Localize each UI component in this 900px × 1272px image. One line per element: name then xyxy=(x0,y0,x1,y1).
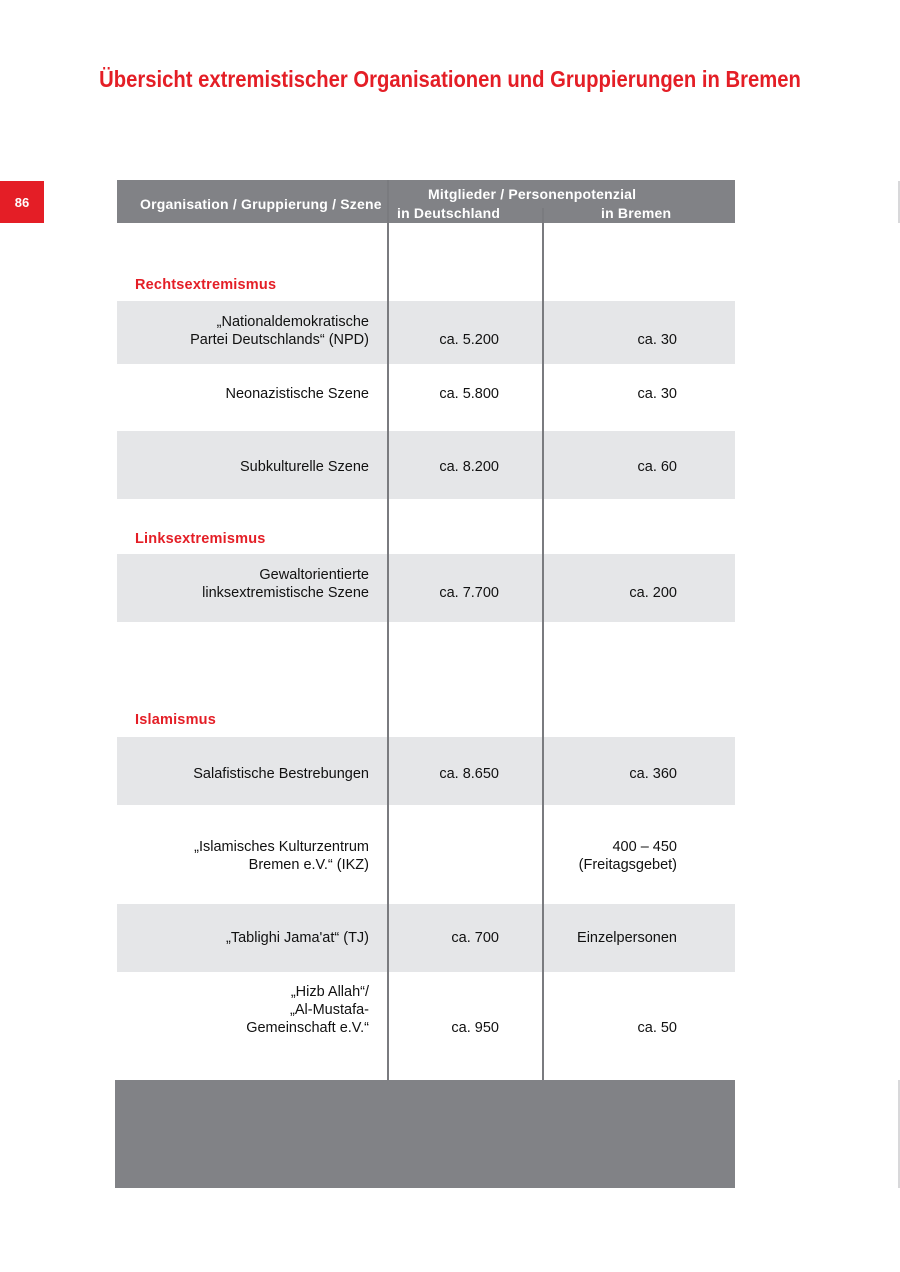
value-germany-neonazis: ca. 5.800 xyxy=(439,386,499,402)
value-germany-tablighi: ca. 700 xyxy=(451,930,499,946)
value-bremen-subkultur: ca. 60 xyxy=(637,459,677,475)
value-germany-linksextrem: ca. 7.700 xyxy=(439,585,499,601)
page-number: 86 xyxy=(14,194,30,210)
page-number-tab xyxy=(0,181,44,223)
org-ikz: „Islamisches Kulturzentrum Bremen e.V.“ (IKZ) xyxy=(194,839,369,873)
header-bremen: in Bremen xyxy=(601,205,672,221)
page-title: Übersicht extremistischer Organisationen und Gruppierungen in Bremen xyxy=(99,66,801,92)
value-germany-subkultur: ca. 8.200 xyxy=(439,459,499,475)
column-divider-1 xyxy=(387,180,389,1080)
value-bremen-hizb-allah: ca. 50 xyxy=(637,1020,677,1036)
header-germany: in Deutschland xyxy=(397,205,501,221)
value-germany-hizb-allah: ca. 950 xyxy=(451,1020,499,1036)
org-linksextrem: Gewaltorientierte linksextremistische Szene xyxy=(202,567,369,601)
org-hizb-allah: „Hizb Allah“/ „Al-Mustafa- Gemeinschaft e.V.“ xyxy=(246,984,369,1036)
org-subkultur: Subkulturelle Szene xyxy=(240,459,369,475)
org-neonazis: Neonazistische Szene xyxy=(225,386,369,402)
column-divider-2 xyxy=(542,208,544,1080)
value-germany-salafisten: ca. 8.650 xyxy=(439,766,499,782)
header-members: Mitglieder / Personenpotenzial xyxy=(428,186,637,202)
org-tablighi: „Tablighi Jama'at“ (TJ) xyxy=(226,930,369,946)
section-islamismus: Islamismus xyxy=(135,712,216,728)
section-linksextremismus: Linksextremismus xyxy=(135,531,266,547)
value-bremen-npd: ca. 30 xyxy=(637,332,677,348)
org-salafisten: Salafistische Bestrebungen xyxy=(193,766,369,782)
section-rechtsextremismus: Rechtsextremismus xyxy=(135,277,277,293)
table-footer xyxy=(115,1080,735,1188)
header-organisation: Organisation / Gruppierung / Szene xyxy=(140,196,382,212)
value-bremen-neonazis: ca. 30 xyxy=(637,386,677,402)
value-bremen-salafisten: ca. 360 xyxy=(629,766,677,782)
value-bremen-linksextrem: ca. 200 xyxy=(629,585,677,601)
value-bremen-ikz: 400 – 450 (Freitagsgebet) xyxy=(578,839,677,873)
value-germany-npd: ca. 5.200 xyxy=(439,332,499,348)
org-npd: „Nationaldemokratische Partei Deutschlands“ (NPD) xyxy=(190,314,369,348)
value-bremen-tablighi: Einzelpersonen xyxy=(577,930,677,946)
